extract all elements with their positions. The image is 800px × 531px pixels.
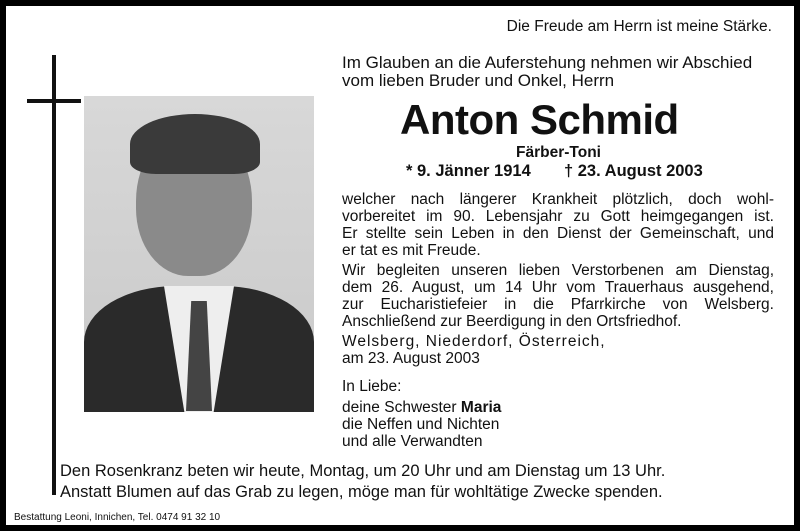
deceased-name: Anton Schmid	[400, 96, 679, 143]
mourner-prefix: deine Schwester	[342, 399, 461, 416]
cross-icon	[52, 55, 56, 495]
mourner-line: und alle Verwandten	[342, 433, 483, 450]
text-line: zur Eucharistiefeier in die Pfarrkirche von Welsberg.	[342, 296, 774, 313]
mourner-name: Maria	[460, 399, 502, 416]
mourners-intro: In Liebe:	[342, 378, 402, 395]
mourner-line: die Neffen und Nichten	[342, 416, 500, 433]
death-date: † 23. August 2003	[564, 162, 703, 180]
text-line: Er stellte sein Leben in den Dienst der Gemeinschaft, und	[342, 225, 774, 242]
portrait-photo	[84, 96, 314, 412]
footer-line: Den Rosenkranz beten wir heute, Montag, um 20 Uhr und am Dienstag um 13 Uhr.	[60, 462, 666, 480]
date-line: am 23. August 2003	[342, 350, 480, 367]
birth-date: * 9. Jänner 1914	[406, 162, 531, 180]
text-line: er tat es mit Freude.	[342, 242, 481, 259]
cross-icon-bar	[27, 99, 81, 103]
text-line: welcher nach längerer Krankheit plötzlich, doch wohl-	[342, 191, 774, 208]
intro-line: vom lieben Bruder und Onkel, Herrn	[342, 71, 615, 90]
motto: Die Freude am Herrn ist meine Stärke.	[506, 18, 772, 35]
footer-line: Anstatt Blumen auf das Grab zu legen, möge man für wohltätige Zwecke spenden.	[60, 483, 663, 501]
mourner-line	[342, 399, 501, 416]
text-line: dem 26. August, um 14 Uhr vom Trauerhaus ausgehend,	[342, 279, 774, 296]
place-line: Welsberg, Niederdorf, Österreich,	[342, 333, 606, 350]
text-line: Wir begleiten unseren lieben Verstorbenen am Dienstag,	[342, 262, 774, 279]
text-line: vorbereitet im 90. Lebensjahr zu Gott heimgegangen ist.	[342, 208, 774, 225]
intro-line: Im Glauben an die Auferstehung nehmen wir Abschied	[342, 53, 753, 72]
obituary-notice	[6, 6, 794, 525]
text-line: Anschließend zur Beerdigung in den Ortsfriedhof.	[342, 313, 682, 330]
undertaker-info: Bestattung Leoni, Innichen, Tel. 0474 91 32 10	[14, 512, 221, 523]
nickname: Färber-Toni	[516, 144, 601, 161]
